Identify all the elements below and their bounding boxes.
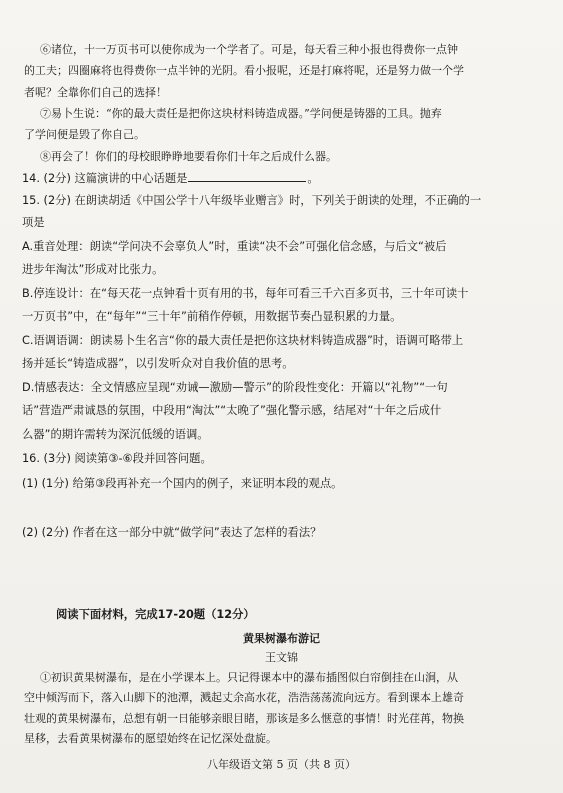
question-16: 16. (3分) 阅读第③-⑥段并回答问题。	[22, 452, 212, 465]
question-16-1: (1) (1分) 给第③段再补充一个国内的例子，来证明本段的观点。	[22, 477, 343, 490]
option-a-line1: A.重音处理：朗读“学问决不会辜负人”时，重读“决不会”可强化信念感，与后文“被后	[22, 240, 447, 253]
page-footer: 八年级语文第 5 页（共 8 页）	[207, 758, 356, 771]
passage-p7-line1: ⑦易卜生说：“你的最大责任是把你这块材料铸造成器。”学问便是铸器的工具。抛弃	[40, 107, 442, 120]
reading-p1-line4: 星移，去看黄果树瀑布的愿望始终在记忆深处盘旋。	[24, 732, 277, 745]
option-b-line1: B.停连设计：在“每天花一点钟看十页有用的书，每年可看三千六百多页书，三十年可读十	[22, 287, 469, 300]
reading-p1-line2: 空中倾泻而下，落入山脚下的池潭，溅起丈余高水花，浩浩荡荡流向远方。看到课本上雄奇	[24, 691, 464, 704]
option-d-line2: 话”营造严肃诚恳的氛围，中段用“淘汰”“太晚了”强化警示感，结尾对“十年之后成什	[22, 404, 442, 417]
option-d-line3: 么器”的期许需转为深沉低缓的语调。	[22, 428, 209, 441]
passage-p6-line3: 者呢？全靠你们自己的选择！	[24, 86, 167, 99]
question-16-2: (2) (2分) 作者在这一部分中就“做学问”表达了怎样的看法？	[22, 526, 322, 539]
reading-author: 王文锦	[265, 651, 298, 664]
passage-p8-line1: ⑧再会了！你们的母校眼睁睁地要看你们十年之后成什么器。	[40, 150, 337, 163]
reading-p1-line3: 壮观的黄果树瀑布，总想有朝一日能够亲眼目睹，那该是多么惬意的事情！时光荏苒，物换	[24, 712, 464, 725]
passage-p6-line2: 的工夫；四圈麻将也得费你一点半钟的光阴。看小报呢，还是打麻将呢，还是努力做一个学	[24, 64, 464, 77]
option-c-line2: 扬并延长“铸造成器”，以引发听众对自我价值的思考。	[22, 357, 294, 370]
question-14: 14. (2分) 这篇演讲的中心话题是 。	[22, 172, 319, 185]
option-b-line2: 一万页书”中，在“每年”“三十年”前稍作停顿，用数据节奏凸显积累的力量。	[22, 310, 402, 323]
option-a-line2: 进步年淘汰”形成对比张力。	[22, 263, 164, 276]
answer-blank-14[interactable]	[188, 170, 306, 182]
reading-section-instruction: 阅读下面材料，完成17-20题（12分）	[56, 608, 255, 621]
passage-p7-line2: 了学问便是毁了你自己。	[24, 128, 145, 141]
question-15-stem-line2: 项是	[22, 216, 45, 229]
option-d-line1: D.情感表达：全文情感应呈现“劝诫—激励—警示”的阶段性变化：开篇以“礼物”“一句	[22, 381, 448, 394]
reading-title: 黄果树瀑布游记	[243, 632, 320, 645]
reading-p1-line1: ①初识黄果树瀑布，是在小学课本上。只记得课本中的瀑布插图似白帘倒挂在山涧，从	[40, 671, 458, 684]
question-15-stem-line1: 15. (2分) 在朗读胡适《中国公学十八年级毕业赠言》时，下列关于朗读的处理，不正确的一	[22, 194, 482, 207]
option-c-line1: C.语调语调：朗读易卜生名言“你的最大责任是把你这块材料铸造成器”时，语调可略带上	[22, 334, 464, 347]
passage-p6-line1: ⑥诸位，十一万页书可以使你成为一个学者了。可是，每天看三种小报也得费你一点钟	[40, 43, 458, 56]
